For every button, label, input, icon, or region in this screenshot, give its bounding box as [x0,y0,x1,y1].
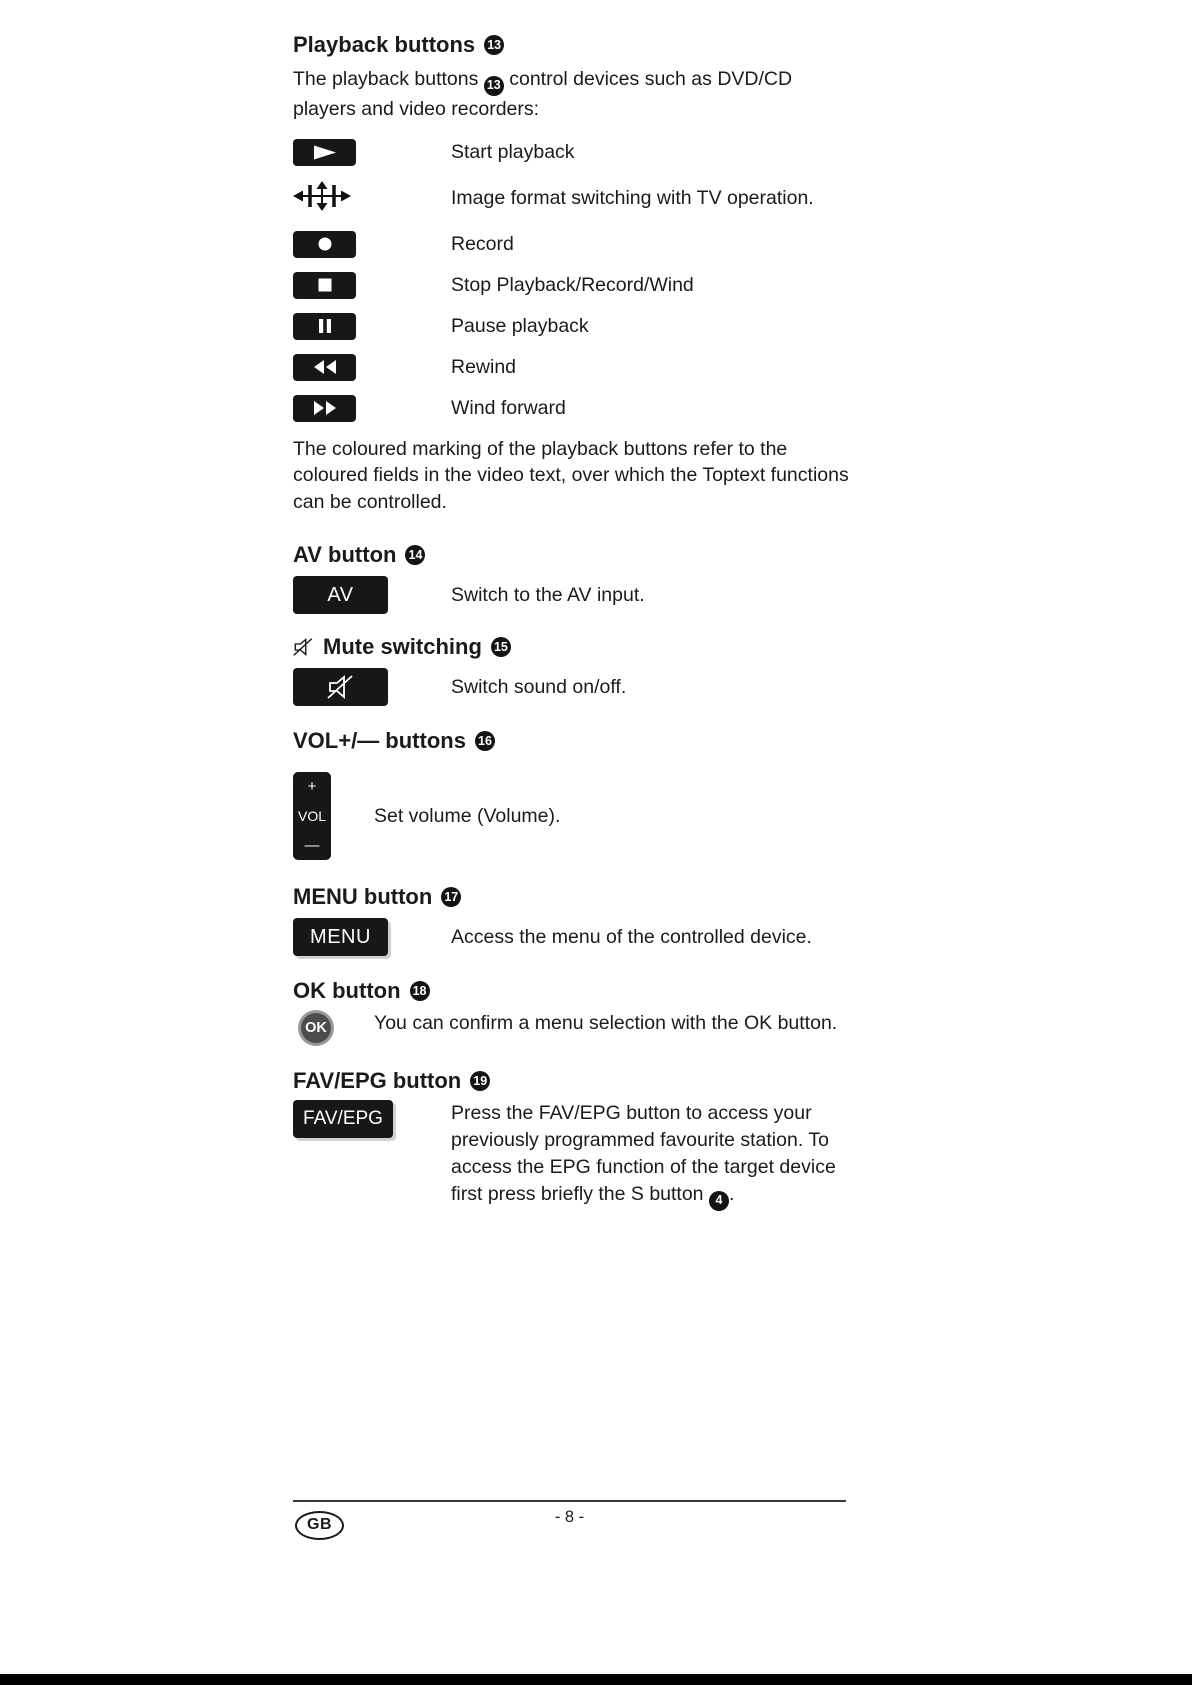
playback-row-forward [293,395,853,422]
pause-description: Pause playback [451,314,589,337]
menu-heading-text: MENU button [293,884,433,910]
section-ok-button [293,978,853,1046]
playback-row-stop [293,272,853,299]
mute-heading [293,634,853,660]
ref-16-badge: 16 [475,731,495,751]
menu-key: MENU [293,918,388,956]
rewind-description: Rewind [451,355,517,378]
mute-icon [293,668,388,706]
forward-description: Wind forward [451,396,566,419]
record-icon [293,231,356,258]
ref-17-badge: 17 [441,887,461,907]
mute-heading-icon [293,637,314,657]
volume-row [293,772,853,860]
fav-heading-text: FAV/EPG button [293,1068,462,1094]
ok-description: You can confirm a menu selection with the OK button. [374,1012,838,1035]
volume-heading [293,728,853,754]
ref-19-badge: 19 [470,1071,490,1091]
volume-plus-label: + [307,778,317,796]
page-edge-bar [0,1674,1192,1685]
playback-intro-post: control devices such as DVD/CD players and video recorders: [293,68,793,120]
play-description: Start playback [451,140,575,163]
pause-icon [293,313,356,340]
fav-description-post: . [728,1182,735,1205]
playback-heading [293,32,853,58]
av-row [293,576,853,614]
fav-heading [293,1068,853,1094]
ok-key: OK [298,1010,334,1046]
ok-heading [293,978,853,1004]
section-volume-buttons [293,728,853,860]
volume-key [293,772,331,860]
playback-row-rewind [293,354,853,381]
mute-heading-text: Mute switching [323,634,482,660]
menu-heading [293,884,853,910]
section-av-button [293,542,853,614]
playback-row-format [293,180,853,217]
fav-description [451,1100,853,1210]
av-description: Switch to the AV input. [451,583,645,606]
record-description: Record [451,232,514,255]
playback-row-play [293,139,853,166]
av-key: AV [293,576,388,614]
volume-description: Set volume (Volume). [374,804,561,827]
playback-row-record [293,231,853,258]
volume-minus-label: — [304,837,320,855]
av-heading [293,542,853,568]
playback-intro-pre: The playback buttons [293,68,479,90]
stop-icon [293,272,356,299]
ref-13-badge: 13 [484,35,504,55]
section-playback-buttons [293,32,853,516]
menu-row [293,918,853,956]
ok-row [293,1010,853,1046]
ref-18-badge: 18 [410,981,430,1001]
page-footer [293,1500,846,1533]
image-format-icon [293,180,351,217]
format-description: Image format switching with TV operation. [451,186,814,209]
ref-4-inline-badge: 4 [709,1191,729,1211]
volume-heading-text: VOL+/— buttons [293,728,466,754]
playback-heading-text: Playback buttons [293,32,476,57]
country-badge: GB [295,1511,344,1540]
rewind-icon [293,354,356,381]
menu-description: Access the menu of the controlled device. [451,926,812,949]
volume-key-label: VOL [297,808,326,825]
mute-row [293,668,853,706]
playback-intro [293,66,853,123]
fav-epg-key: FAV/EPG [293,1100,393,1138]
ok-heading-text: OK button [293,978,401,1004]
section-mute-switching [293,634,853,706]
page-number: - 8 - [554,1508,585,1526]
fav-description-pre: Press the FAV/EPG button to access your previously programmed favourite station. To access the EPG function of the target device first press briefly the S button [451,1102,836,1205]
section-fav-epg-button [293,1068,853,1210]
play-icon [293,139,356,166]
section-menu-button [293,884,853,956]
playback-outro: The coloured marking of the playback buttons refer to the coloured fields in the video text, over which the Toptext functions can be controlled. [293,437,849,514]
fav-row [293,1100,853,1210]
stop-description: Stop Playback/Record/Wind [451,273,694,296]
ref-14-badge: 14 [405,545,425,565]
av-heading-text: AV button [293,542,397,568]
content-column [293,32,853,1211]
playback-row-pause [293,313,853,340]
fast-forward-icon [293,395,356,422]
ref-13-inline-badge: 13 [484,76,504,96]
ref-15-badge: 15 [491,637,511,657]
mute-description: Switch sound on/off. [451,675,627,698]
